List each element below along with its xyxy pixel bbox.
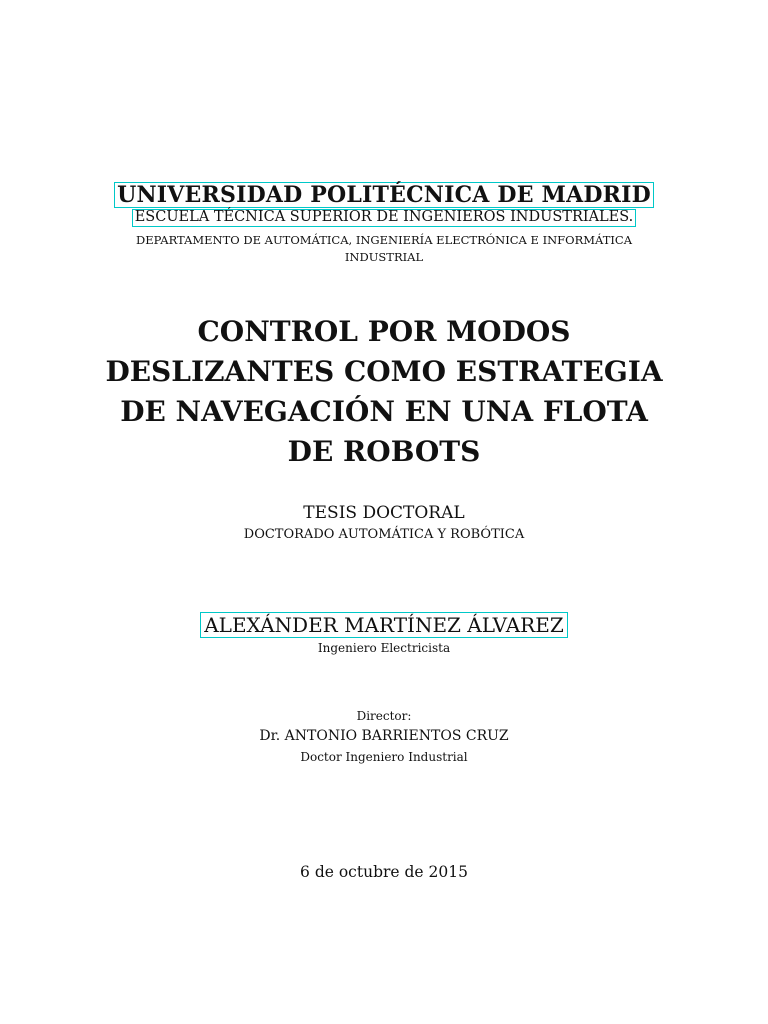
department-line-2: INDUSTRIAL bbox=[344, 250, 424, 264]
degree-program: DOCTORADO AUTOMÁTICA Y ROBÓTICA bbox=[243, 527, 525, 542]
department-line-1: DEPARTAMENTO DE AUTOMÁTICA, INGENIERÍA ELECTRÓNICA E INFORMÁTICA bbox=[135, 233, 633, 247]
director-label: Director: bbox=[356, 709, 412, 723]
thesis-title-line-1: CONTROL POR MODOS bbox=[197, 315, 571, 348]
department bbox=[0, 232, 768, 266]
author-degree: Ingeniero Electricista bbox=[317, 641, 451, 655]
degree-type: TESIS DOCTORAL bbox=[303, 503, 465, 523]
thesis-title bbox=[0, 312, 768, 472]
thesis-title-line-4: DE ROBOTS bbox=[287, 435, 481, 468]
school-link[interactable]: ESCUELA TÉCNICA SUPERIOR DE INGENIEROS INDUSTRIALES. bbox=[132, 209, 637, 227]
director-degree: Doctor Ingeniero Industrial bbox=[300, 750, 468, 764]
university-line bbox=[0, 182, 768, 208]
thesis-title-line-3: DE NAVEGACIÓN EN UNA FLOTA bbox=[120, 395, 648, 428]
thesis-title-line-2: DESLIZANTES COMO ESTRATEGIA bbox=[105, 355, 663, 388]
author-link[interactable]: ALEXÁNDER MARTÍNEZ ÁLVAREZ bbox=[200, 612, 568, 638]
author-line bbox=[0, 612, 768, 638]
date: 6 de octubre de 2015 bbox=[300, 863, 468, 881]
school-line bbox=[0, 209, 768, 227]
director-name: Dr. ANTONIO BARRIENTOS CRUZ bbox=[259, 728, 509, 744]
university-link[interactable]: UNIVERSIDAD POLITÉCNICA DE MADRID bbox=[114, 182, 654, 208]
